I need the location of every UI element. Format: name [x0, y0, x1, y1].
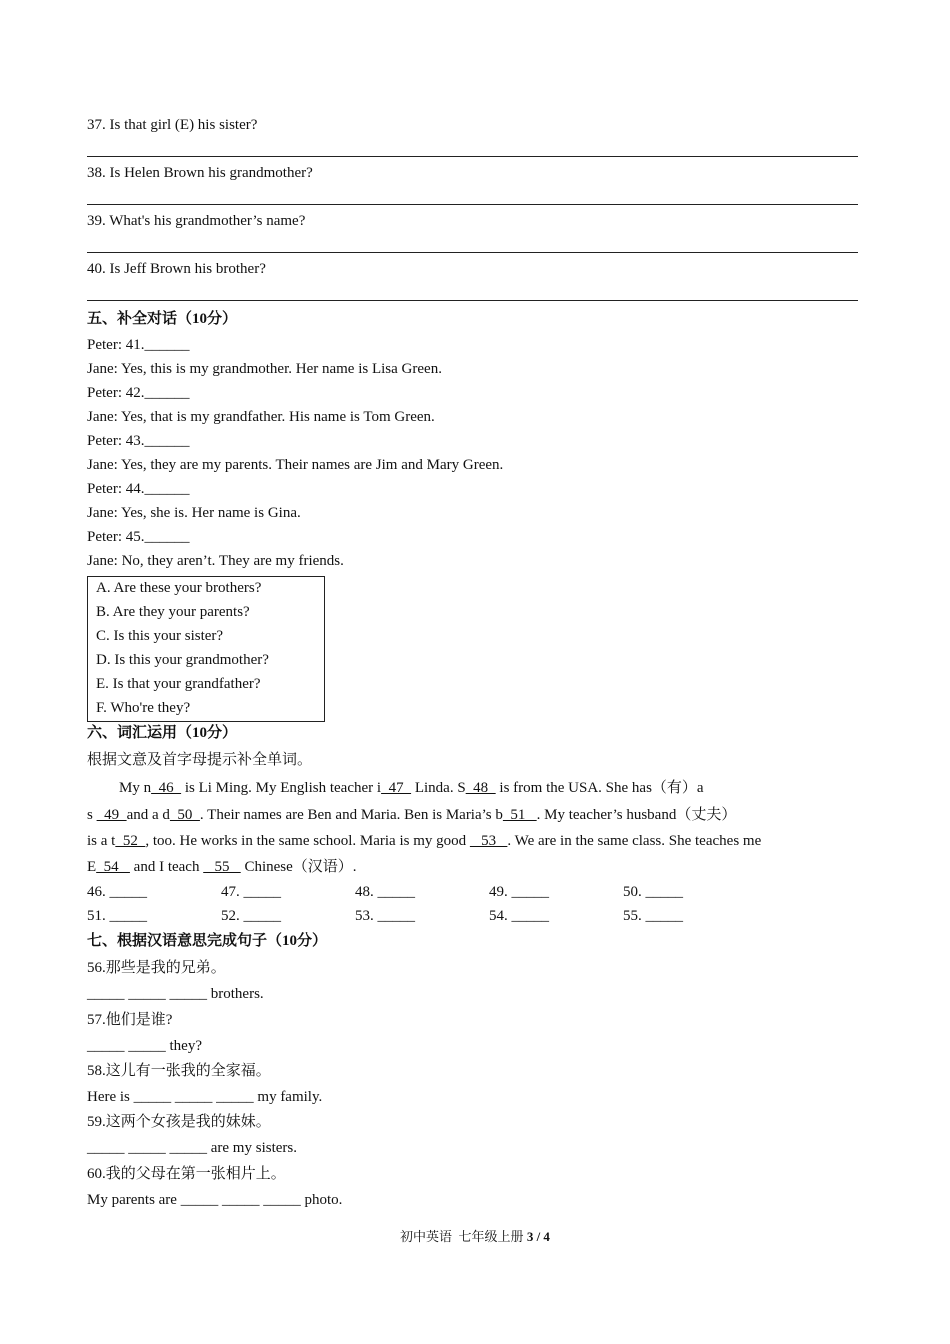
- sentence-en-56: _____ _____ _____ brothers.: [87, 986, 264, 1002]
- options-box: [87, 576, 325, 722]
- sentence-en-59: _____ _____ _____ are my sisters.: [87, 1140, 297, 1156]
- option-item: F. Who're they?: [96, 700, 191, 716]
- passage-line-4: E 54 and I teach 55 Chinese（汉语）.: [87, 859, 357, 875]
- dialogue-line: Jane: Yes, this is my grandmother. Her name is Lisa Green.: [87, 361, 442, 377]
- dialogue-line: Jane: Yes, they are my parents. Their names are Jim and Mary Green.: [87, 457, 504, 473]
- sentence-cn-60: 60.我的父母在第一张相片上。: [87, 1166, 286, 1182]
- page-footer: [0, 1229, 950, 1245]
- dialogue-line: Peter: 42.______: [87, 385, 190, 401]
- answer-blank-49: 49. _____: [489, 884, 549, 900]
- answer-blank-47: 47. _____: [221, 884, 281, 900]
- dialogue-line: Jane: Yes, that is my grandfather. His name is Tom Green.: [87, 409, 435, 425]
- sentence-cn-58: 58.这儿有一张我的全家福。: [87, 1063, 271, 1079]
- answer-blank-46: 46. _____: [87, 884, 147, 900]
- answer-line-37: [87, 156, 858, 157]
- answer-blank-50: 50. _____: [623, 884, 683, 900]
- question-37: 37. Is that girl (E) his sister?: [87, 117, 258, 133]
- sentence-en-58: Here is _____ _____ _____ my family.: [87, 1089, 323, 1105]
- blank-49: 49: [96, 807, 127, 823]
- answer-line-39: [87, 252, 858, 253]
- answer-blank-48: 48. _____: [355, 884, 415, 900]
- sentence-cn-59: 59.这两个女孩是我的妹妹。: [87, 1114, 271, 1130]
- answer-blank-54: 54. _____: [489, 908, 549, 924]
- option-item: D. Is this your grandmother?: [96, 652, 269, 668]
- passage-line-3: is a t 52 , too. He works in the same school. Maria is my good 53 . We are in the same class. She teaches me: [87, 833, 762, 849]
- section7-heading: 七、根据汉语意思完成句子（10分）: [87, 933, 328, 949]
- sentence-cn-56: 56.那些是我的兄弟。: [87, 960, 226, 976]
- option-item: B. Are they your parents?: [96, 604, 250, 620]
- dialogue-line: Peter: 45.______: [87, 529, 190, 545]
- question-39: 39. What's his grandmother’s name?: [87, 213, 306, 229]
- question-40: 40. Is Jeff Brown his brother?: [87, 261, 266, 277]
- blank-53: 53: [469, 833, 508, 849]
- answer-blank-52: 52. _____: [221, 908, 281, 924]
- dialogue-line: Peter: 44.______: [87, 481, 190, 497]
- blank-50: 50: [169, 807, 200, 823]
- question-38: 38. Is Helen Brown his grandmother?: [87, 165, 313, 181]
- blank-55: 55: [203, 859, 241, 875]
- dialogue-line: Peter: 43.______: [87, 433, 190, 449]
- passage-line-2: s 49 and a d 50 . Their names are Ben and Maria. Ben is Maria’s b 51 . My teacher’s husband（丈夫）: [87, 807, 737, 823]
- sentence-en-60: My parents are _____ _____ _____ photo.: [87, 1192, 343, 1208]
- blank-48: 48: [465, 780, 496, 796]
- page-number: 3 / 4: [526, 1229, 550, 1244]
- answer-blank-53: 53. _____: [355, 908, 415, 924]
- blank-46: 46: [151, 780, 182, 796]
- sentence-en-57: _____ _____ they?: [87, 1038, 202, 1054]
- sentence-cn-57: 57.他们是谁?: [87, 1012, 173, 1028]
- section6-heading: 六、词汇运用（10分）: [87, 725, 238, 741]
- answer-blank-55: 55. _____: [623, 908, 683, 924]
- answer-line-38: [87, 204, 858, 205]
- blank-47: 47: [381, 780, 412, 796]
- section5-heading: 五、补全对话（10分）: [87, 311, 238, 327]
- blank-54: 54: [96, 859, 130, 875]
- answer-line-40: [87, 300, 858, 301]
- option-item: E. Is that your grandfather?: [96, 676, 261, 692]
- blank-52: 52: [115, 833, 146, 849]
- blank-51: 51: [502, 807, 537, 823]
- dialogue-line: Peter: 41.______: [87, 337, 190, 353]
- passage-line-1: My n 46 is Li Ming. My English teacher i 47 Linda. S 48 is from the USA. She has（有）a: [119, 780, 704, 796]
- dialogue-line: Jane: Yes, she is. Her name is Gina.: [87, 505, 301, 521]
- dialogue-line: Jane: No, they aren’t. They are my friends.: [87, 553, 344, 569]
- option-item: C. Is this your sister?: [96, 628, 224, 644]
- section6-instruction: 根据文意及首字母提示补全单词。: [87, 752, 313, 768]
- option-item: A. Are these your brothers?: [96, 580, 262, 596]
- footer-label: 初中英语 七年级上册: [400, 1229, 527, 1244]
- answer-blank-51: 51. _____: [87, 908, 147, 924]
